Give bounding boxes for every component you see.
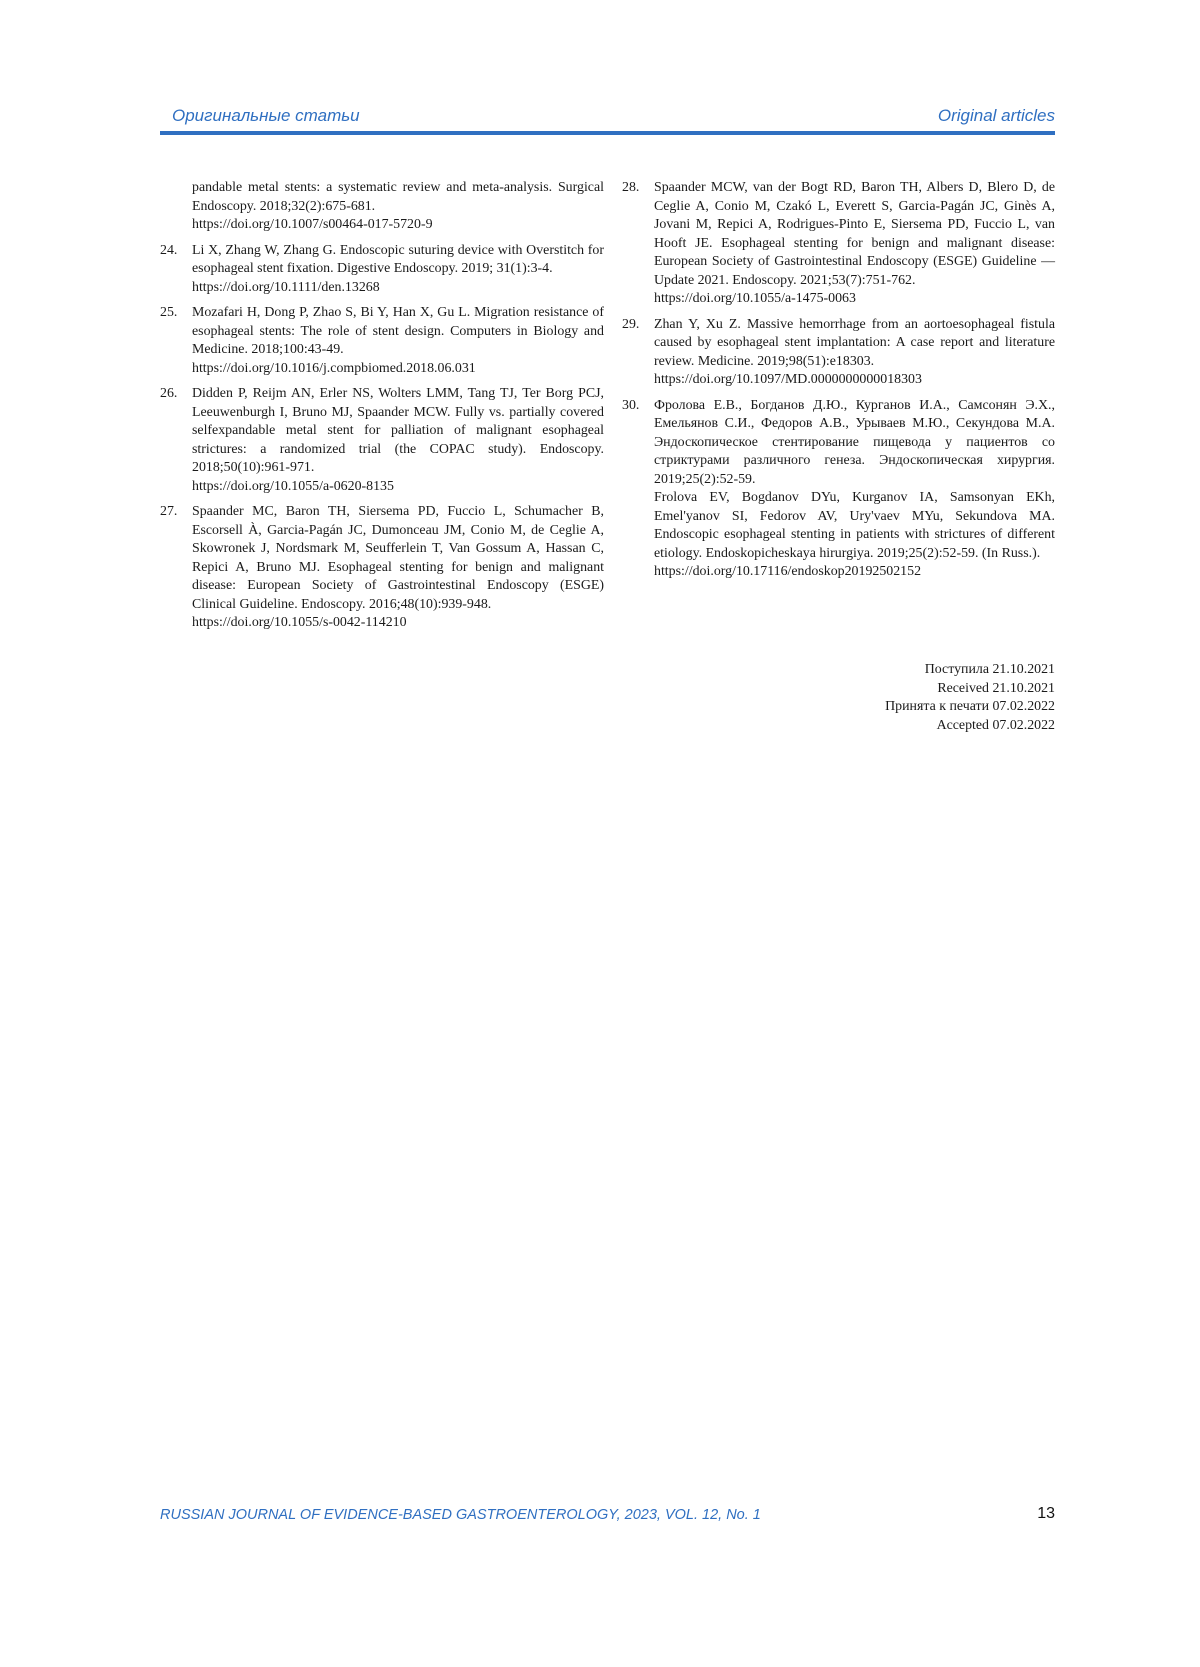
reference-number: 27. [160, 504, 178, 519]
reference-doi-link[interactable]: https://doi.org/10.1055/s-0042-114210 [192, 615, 407, 630]
reference-text: Spaander MC, Baron TH, Siersema PD, Fuccio L, Schumacher B, Escorsell À, Garcia-Pagán JC, Dumonceau JM, Conio M, de Ceglie A, Skowronek J, Nordsmark M, Seufferlein T, Van Gossum A, Hassan C, Repici A, Bruno MJ. Esophageal stenting for benign and malignant disease: European Society of Gastrointestinal Endoscopy (ESGE) Clinical Guideline. Endoscopy. 2016;48(10):939-948. [192, 504, 604, 612]
reference-30 [622, 397, 1055, 582]
reference-continuation [160, 179, 604, 235]
reference-text: Li X, Zhang W, Zhang G. Endoscopic suturing device with Overstitch for esophageal stent fixation. Digestive Endoscopy. 2019; 31(1):3-4. [192, 242, 604, 276]
reference-doi-link[interactable]: https://doi.org/10.1016/j.compbiomed.2018.06.031 [192, 360, 476, 376]
header-rule [160, 131, 1055, 135]
reference-number: 29. [622, 316, 640, 332]
reference-translation: Frolova EV, Bogdanov DYu, Kurganov IA, Samsonyan EKh, Emel'yanov SI, Fedorov AV, Ury'vaev MYu, Sekundova MA. Endoscopic esophageal stenting in patients with strictures of different etiology. Endoskopicheskaya hirurgiya. 2019;25(2):52-59. (In Russ.). [654, 490, 1055, 561]
reference-number: 26. [160, 386, 178, 401]
reference-number: 25. [160, 305, 178, 320]
reference-number: 30. [622, 397, 640, 413]
reference-doi-link[interactable]: https://doi.org/10.1111/den.13268 [192, 279, 380, 295]
reference-number: 24. [160, 242, 178, 258]
reference-doi-link[interactable]: https://doi.org/10.17116/endoskop20192502152 [654, 564, 922, 579]
accepted-date-en: Accepted 07.02.2022 [936, 717, 1055, 733]
left-column [160, 179, 604, 640]
reference-24 [160, 242, 604, 298]
reference-doi-link[interactable]: https://doi.org/10.1055/a-0620-8135 [192, 478, 394, 494]
article-dates [885, 661, 1055, 735]
reference-text: Didden P, Reijm AN, Erler NS, Wolters LMM, Tang TJ, Ter Borg PCJ, Leeuwenburgh I, Bruno MJ, Spaander MCW. Fully vs. partially covered selfexpandable metal stent for palliation of malignant esophageal strictures: a randomized trial (the COPAC study). Endoscopy. 2018;50(10):961-971. [192, 386, 604, 475]
received-date-ru: Поступила 21.10.2021 [924, 662, 1055, 677]
reference-text: Mozafari H, Dong P, Zhao S, Bi Y, Han X, Gu L. Migration resistance of esophageal stents: The role of stent design. Computers in Biology and Medicine. 2018;100:43-49. [192, 305, 604, 357]
received-date-en: Received 21.10.2021 [937, 680, 1055, 696]
footer-journal-title: RUSSIAN JOURNAL OF EVIDENCE-BASED GASTROENTEROLOGY, 2023, VOL. 12, No. 1 [160, 1507, 761, 1523]
accepted-date-ru: Принята к печати 07.02.2022 [885, 699, 1055, 714]
reference-27 [160, 503, 604, 633]
header-section-ru: Оригинальные статьи [172, 106, 360, 125]
reference-text: Фролова Е.В., Богданов Д.Ю., Курганов И.А., Самсонян Э.Х., Емельянов С.И., Федоров А.В., Урываев М.Ю., Секундова М.А. Эндоскопическое стентирование пищевода у пациентов со стриктурами различного генеза. Эндоскопическая хирургия. 2019;25(2):52-59. [654, 397, 1055, 487]
reference-doi-link[interactable]: https://doi.org/10.1097/MD.0000000000018303 [654, 372, 922, 387]
reference-doi-link[interactable]: https://doi.org/10.1007/s00464-017-5720-9 [192, 217, 433, 232]
reference-26 [160, 385, 604, 496]
right-column [622, 179, 1055, 589]
header-section-en: Original articles [937, 106, 1055, 125]
reference-25 [160, 304, 604, 378]
reference-text: Spaander MCW, van der Bogt RD, Baron TH, Albers D, Blero D, de Ceglie A, Conio M, Czakó L, Everett S, Garcia-Pagán JC, Ginès A, Jovani M, Repici A, Rodrigues-Pinto E, Siersema PD, Fuccio L, van Hooft JE. Esophageal stenting for benign and malignant disease: European Society of Gastrointestinal Endoscopy (ESGE) Guideline — Update 2021. Endoscopy. 2021;53(7):751-762. [654, 180, 1055, 288]
reference-28 [622, 179, 1055, 309]
reference-doi-link[interactable]: https://doi.org/10.1055/a-1475-0063 [654, 291, 856, 306]
reference-number: 28. [622, 180, 640, 195]
page-number: 13 [1037, 1505, 1055, 1522]
reference-29 [622, 316, 1055, 390]
reference-text: Zhan Y, Xu Z. Massive hemorrhage from an aortoesophageal fistula caused by esophageal stent implantation: A case report and literature review. Medicine. 2019;98(51):e18303. [654, 316, 1055, 369]
reference-text: pandable metal stents: a systematic review and meta-analysis. Surgical Endoscopy. 2018;32(2):675-681. [192, 180, 604, 214]
